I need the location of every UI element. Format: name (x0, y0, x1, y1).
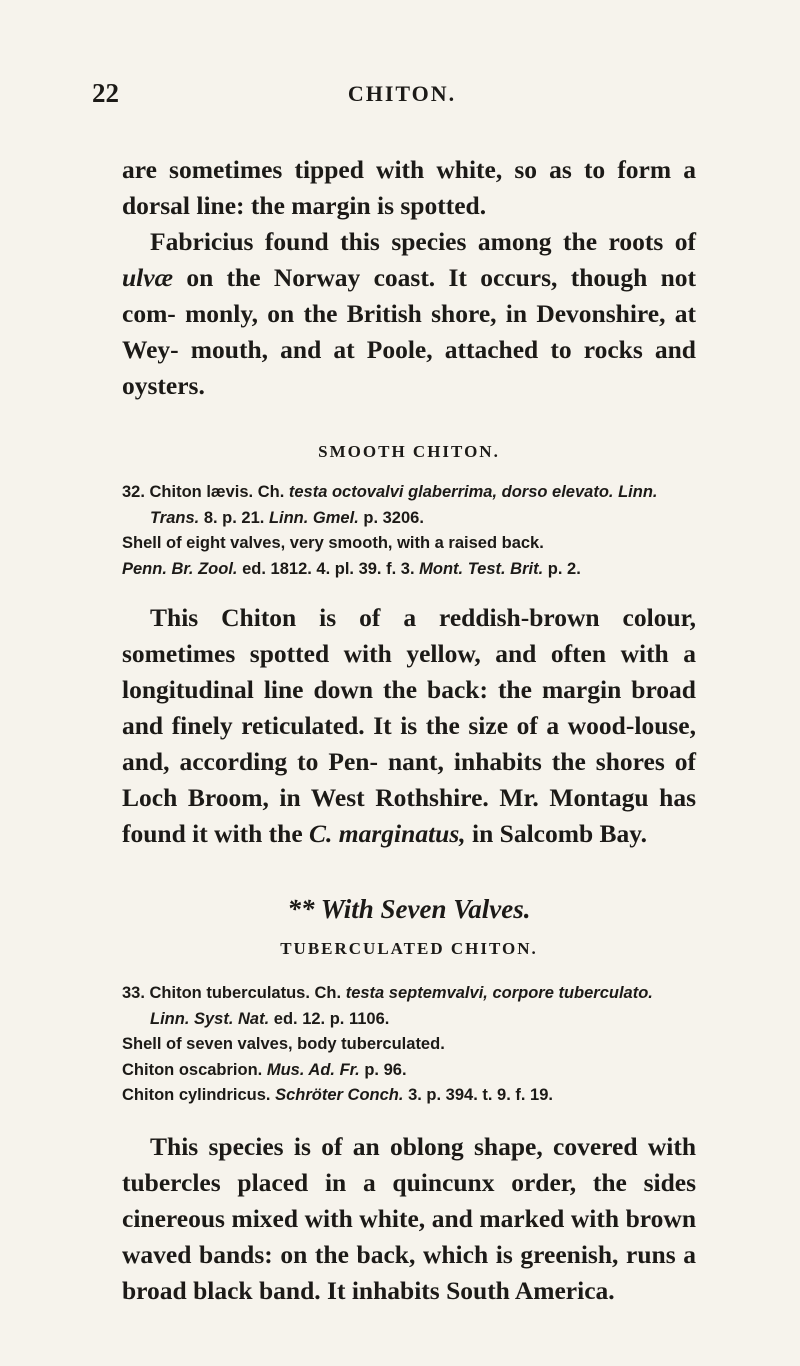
synonymy-text: Shell of seven valves, body tuberculated. (122, 1035, 445, 1053)
synonymy-text: 8. p. 21. (203, 508, 265, 527)
genus-name-italic: ulvæ (122, 263, 173, 292)
paragraph-text: on the Norway coast. It occurs, though not com- monly, on the British shore, in Devonshire, at Wey- mouth, and at Poole, attached to rocks and oysters. (122, 263, 696, 400)
synonymy-line (122, 1083, 696, 1109)
synonymy-line (122, 1007, 696, 1033)
synonymy-block-tuberculated-chiton (122, 981, 696, 1109)
synonymy-text: Chiton oscabrion. (122, 1060, 263, 1079)
synonymy-block-smooth-chiton (122, 480, 696, 582)
synonymy-citation: Mont. Test. Brit. (419, 559, 544, 578)
paragraph-tuberculated-chiton-description: This species is of an oblong shape, covered with tubercles placed in a quincunx order, the sides cinereous mixed with white, and marked with brown waved bands: on the back, which is greenish, runs a broad black band. It inhabits South America. (122, 1131, 696, 1305)
synonymy-text: p. 96. (364, 1060, 407, 1079)
synonymy-line (122, 531, 696, 557)
paragraph-line: are sometimes tipped with white, so as to form a dorsal (122, 155, 696, 220)
synonymy-citation: testa septemvalvi, corpore tuberculato. (345, 984, 653, 1002)
paragraph-text: This Chiton is of a reddish-brown colour, sometimes spotted with yellow, and often with a longitudinal line down the back: the margin broad and finely reticulated. It is the size of a wood-louse, and, according to Pen- nant, inhabits the shores of Loch Broom, in West Rothshire. Mr. Montagu has found it with the (122, 603, 696, 848)
synonymy-text: ed. 1812. 4. pl. 39. f. 3. (242, 559, 415, 578)
paragraph-line: line: the margin is spotted. (196, 191, 487, 220)
synonymy-text: 3. p. 394. t. 9. f. 19. (408, 1086, 553, 1104)
synonymy-line (122, 506, 696, 532)
synonymy-citation: Linn. Gmel. (268, 508, 359, 527)
synonymy-text: Chiton cylindricus. (122, 1086, 271, 1104)
species-heading-smooth-chiton: SMOOTH CHITON. (318, 442, 500, 461)
synonymy-line (122, 1058, 696, 1084)
running-title: CHITON. (347, 81, 457, 106)
synonymy-text: 32. Chiton lævis. Ch. (122, 483, 285, 501)
synonymy-line (122, 981, 696, 1007)
division-heading: ** With Seven Valves. (287, 894, 531, 924)
page-number: 22 (92, 78, 119, 108)
paragraph-smooth-chiton-description (122, 600, 696, 852)
species-heading-tuberculated-chiton: TUBERCULATED CHITON. (280, 939, 538, 958)
synonymy-citation: Schröter Conch. (275, 1086, 404, 1104)
paragraph-text: Fabricius found this species among the roots of (150, 227, 696, 256)
synonymy-citation: Penn. Br. Zool. (122, 559, 238, 578)
synonymy-line (122, 1032, 696, 1058)
synonymy-line (122, 480, 696, 506)
synonymy-text: ed. 12. p. 1106. (273, 1009, 390, 1028)
synonymy-citation: Linn. Syst. Nat. (150, 1009, 270, 1028)
paragraph-text: in Salcomb Bay. (472, 819, 648, 848)
running-head (92, 78, 712, 118)
synonymy-text: Shell of eight valves, very smooth, with a raised back. (122, 534, 544, 552)
paragraph-fabricius (122, 224, 696, 404)
synonymy-citation: Trans. (150, 508, 200, 527)
synonymy-text: p. 2. (547, 559, 581, 578)
species-name-italic: C. marginatus, (309, 819, 466, 848)
synonymy-citation: testa octovalvi glaberrima, dorso elevato. Linn. (288, 483, 658, 501)
synonymy-citation: Mus. Ad. Fr. (266, 1060, 360, 1079)
synonymy-line (122, 557, 696, 583)
synonymy-text: 33. Chiton tuberculatus. Ch. (122, 984, 342, 1002)
synonymy-text: p. 3206. (363, 508, 424, 527)
paragraph-continued (122, 152, 696, 224)
